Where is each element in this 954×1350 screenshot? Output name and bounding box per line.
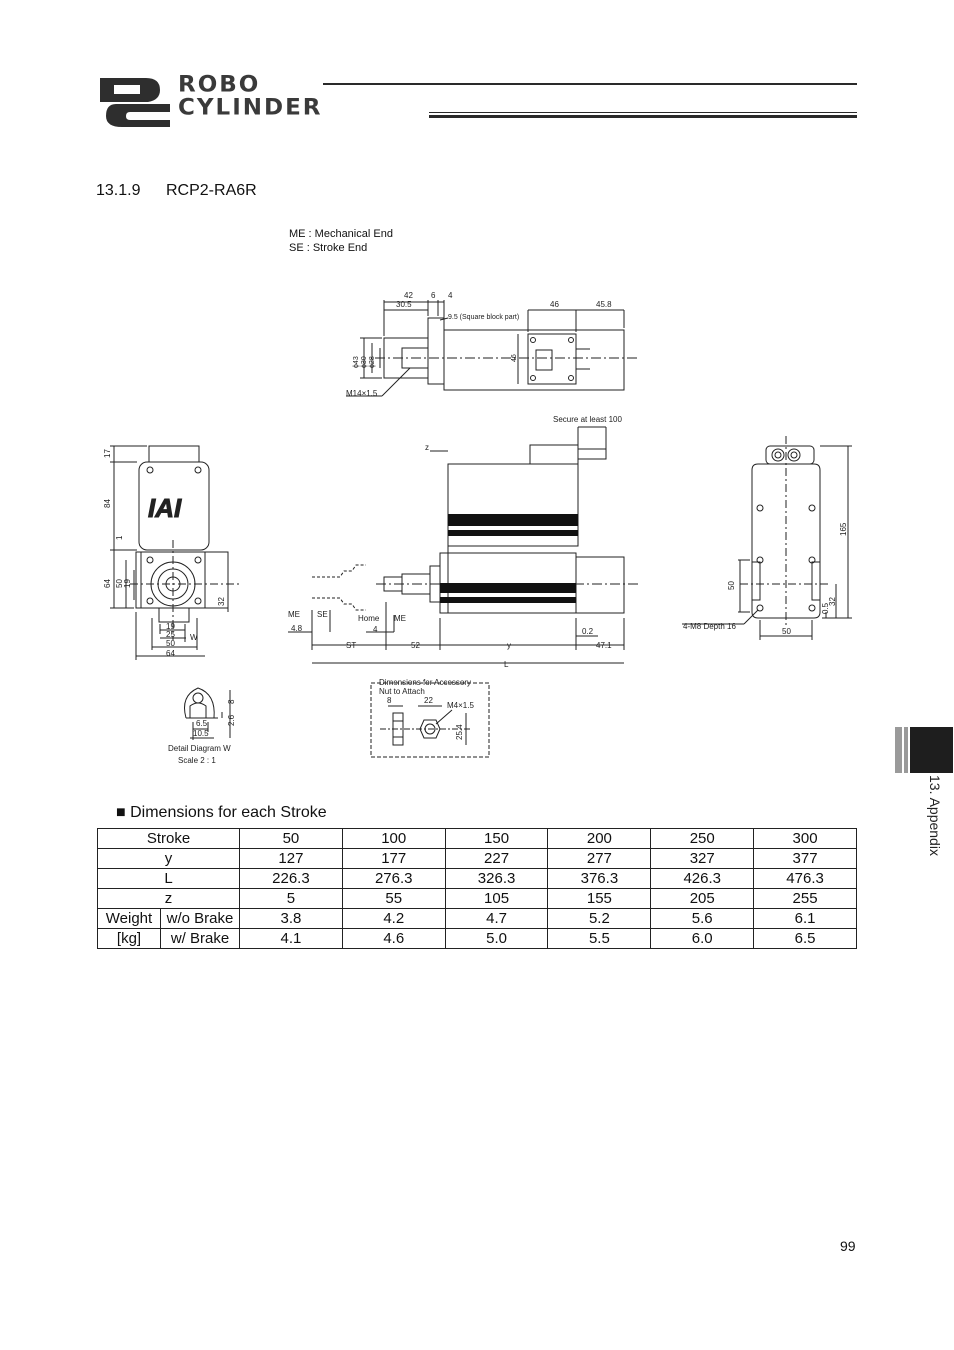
detail-dim-6-5: 6.5: [196, 719, 208, 728]
table-cell: 127: [240, 849, 343, 869]
appendix-label-text: 13. Appendix: [927, 775, 943, 856]
detail-scale: Scale 2 : 1: [178, 756, 216, 765]
table-row-l: [98, 869, 857, 889]
table-cell: 5.0: [445, 929, 548, 949]
dim-47-1: 47.1: [596, 641, 612, 650]
row-label: L: [98, 869, 240, 889]
wo-brake-label: w/o Brake: [161, 909, 240, 929]
table-cell: 55: [342, 889, 445, 909]
logo-line-1: ROBO: [178, 72, 261, 98]
table-row-w-brake: [98, 929, 857, 949]
dim-42: 42: [404, 291, 413, 300]
stroke-cell: 150: [445, 829, 548, 849]
detail-caption: Detail Diagram W: [168, 744, 231, 753]
table-cell: 6.1: [754, 909, 857, 929]
dim-45-8: 45.8: [596, 300, 612, 309]
table-cell: 5.6: [651, 909, 754, 929]
me-right-label: ME: [394, 614, 406, 623]
dim-25: 25: [166, 630, 175, 639]
dim-64-vert: 64: [103, 579, 112, 588]
appendix-side-label: [920, 775, 943, 892]
dim-19-horiz: 19: [166, 622, 175, 631]
section-number: 13.1.9: [96, 182, 141, 199]
w-marker: W: [190, 633, 198, 642]
logo-line-2: CYLINDER: [178, 95, 323, 121]
appendix-tab-marker: [895, 727, 953, 773]
phi-43: ϕ43: [353, 356, 360, 368]
table-cell: 377: [754, 849, 857, 869]
motor-stripes: [440, 514, 578, 603]
legend-se: SE : Stroke End: [289, 242, 368, 254]
table-cell: 177: [342, 849, 445, 869]
dim-30-5: 30.5: [396, 300, 412, 309]
stroke-cell: 50: [240, 829, 343, 849]
weight-label: Weight: [98, 909, 161, 929]
dim-4-8: 4.8: [291, 624, 303, 633]
page-number: 99: [840, 1238, 856, 1254]
table-row-z: [98, 889, 857, 909]
tab-block: [910, 727, 953, 773]
accessory-dim-25-4: 25.4: [455, 724, 464, 740]
detail-dim-10-5: 10.5: [193, 729, 209, 738]
table-heading: ■ Dimensions for each Stroke: [116, 804, 327, 821]
table-cell: 426.3: [651, 869, 754, 889]
table-cell: 155: [548, 889, 651, 909]
square-block-label: 9.5 (Square block part): [448, 314, 520, 321]
front-view-labels: [288, 415, 622, 669]
row-label: y: [98, 849, 240, 869]
table-cell: 227: [445, 849, 548, 869]
dim-4-front: 4: [373, 625, 378, 634]
dim-19-vert: 19: [123, 579, 132, 588]
dim-46-side: 46: [511, 354, 518, 362]
table-row-stroke: [98, 829, 857, 849]
l-label: L: [504, 660, 509, 669]
accessory-dim-22: 22: [424, 696, 433, 705]
legend-me: ME : Mechanical End: [289, 228, 393, 240]
me-left-label: ME: [288, 610, 300, 619]
logo-plate: [148, 493, 182, 523]
se-left-label: SE: [317, 610, 328, 619]
stroke-cell: 300: [754, 829, 857, 849]
table-cell: 276.3: [342, 869, 445, 889]
dim-32-right: 32: [828, 597, 837, 606]
tab-stripe-1: [895, 727, 902, 773]
dim-46-top: 46: [550, 300, 559, 309]
tab-stripe-2: [904, 727, 908, 773]
table-row-wo-brake: [98, 909, 857, 929]
stroke-header: Stroke: [98, 829, 240, 849]
dim-0-5: 0.5: [821, 602, 830, 614]
table-cell: 4.1: [240, 929, 343, 949]
dim-1: 1: [115, 535, 124, 540]
table-cell: 6.0: [651, 929, 754, 949]
table-cell: 4.7: [445, 909, 548, 929]
table-cell: 5: [240, 889, 343, 909]
table-cell: 5.2: [548, 909, 651, 929]
dim-50-vert: 50: [115, 579, 124, 588]
dim-50-right-horiz: 50: [782, 627, 791, 636]
table-cell: 376.3: [548, 869, 651, 889]
detail-labels: [168, 699, 236, 765]
table-cell: 105: [445, 889, 548, 909]
table-cell: 3.8: [240, 909, 343, 929]
st-label: ST: [346, 641, 357, 650]
stroke-cell: 200: [548, 829, 651, 849]
dim-50-right-vert: 50: [727, 581, 736, 590]
table-cell: 277: [548, 849, 651, 869]
home-label: Home: [358, 614, 380, 623]
dim-52: 52: [411, 641, 420, 650]
dim-6: 6: [431, 291, 436, 300]
accessory-m4: M4×1.5: [447, 701, 474, 710]
table-cell: 205: [651, 889, 754, 909]
stroke-cell: 100: [342, 829, 445, 849]
dim-32-left: 32: [217, 597, 226, 606]
table-row-y: [98, 849, 857, 869]
phi-30: ϕ30: [361, 356, 368, 368]
iai-brand: IAI: [148, 493, 182, 523]
left-view: [110, 446, 240, 660]
stroke-cell: 250: [651, 829, 754, 849]
right-view-labels: [683, 522, 848, 636]
table-cell: 4.2: [342, 909, 445, 929]
dim-4: 4: [448, 291, 453, 300]
table-cell: 4.6: [342, 929, 445, 949]
phi-28: ϕ28: [369, 356, 376, 368]
z-label: z: [425, 443, 429, 452]
accessory-title: Dimensions for Accessory: [379, 678, 472, 687]
table-cell: 326.3: [445, 869, 548, 889]
row-label: z: [98, 889, 240, 909]
stroke-dimension-table: [97, 828, 857, 949]
accessory-dim-8: 8: [387, 696, 392, 705]
top-view-labels: [346, 291, 612, 398]
accessory-subtitle: Nut to Attach: [379, 687, 425, 696]
dim-50-horiz: 50: [166, 639, 175, 648]
y-label: y: [507, 641, 511, 650]
m14-label: M14×1.5: [346, 389, 378, 398]
table-cell: 5.5: [548, 929, 651, 949]
w-brake-label: w/ Brake: [161, 929, 240, 949]
table-cell: 226.3: [240, 869, 343, 889]
detail-dim-8: 8: [227, 699, 236, 704]
dim-165: 165: [839, 522, 848, 536]
table-cell: 6.5: [754, 929, 857, 949]
table-cell: 327: [651, 849, 754, 869]
section-model: RCP2-RA6R: [166, 182, 257, 199]
table-cell: 476.3: [754, 869, 857, 889]
dim-0-2: 0.2: [582, 627, 594, 636]
dim-17: 17: [103, 449, 112, 458]
m8-label: 4-M8 Depth 16: [683, 622, 736, 631]
dim-64-horiz: 64: [166, 649, 175, 658]
dim-84: 84: [103, 499, 112, 508]
left-view-labels: [103, 449, 226, 658]
detail-dim-2-6: 2.6: [227, 714, 236, 726]
secure-label: Secure at least 100: [553, 415, 622, 424]
table-cell: 255: [754, 889, 857, 909]
weight-unit: [kg]: [98, 929, 161, 949]
